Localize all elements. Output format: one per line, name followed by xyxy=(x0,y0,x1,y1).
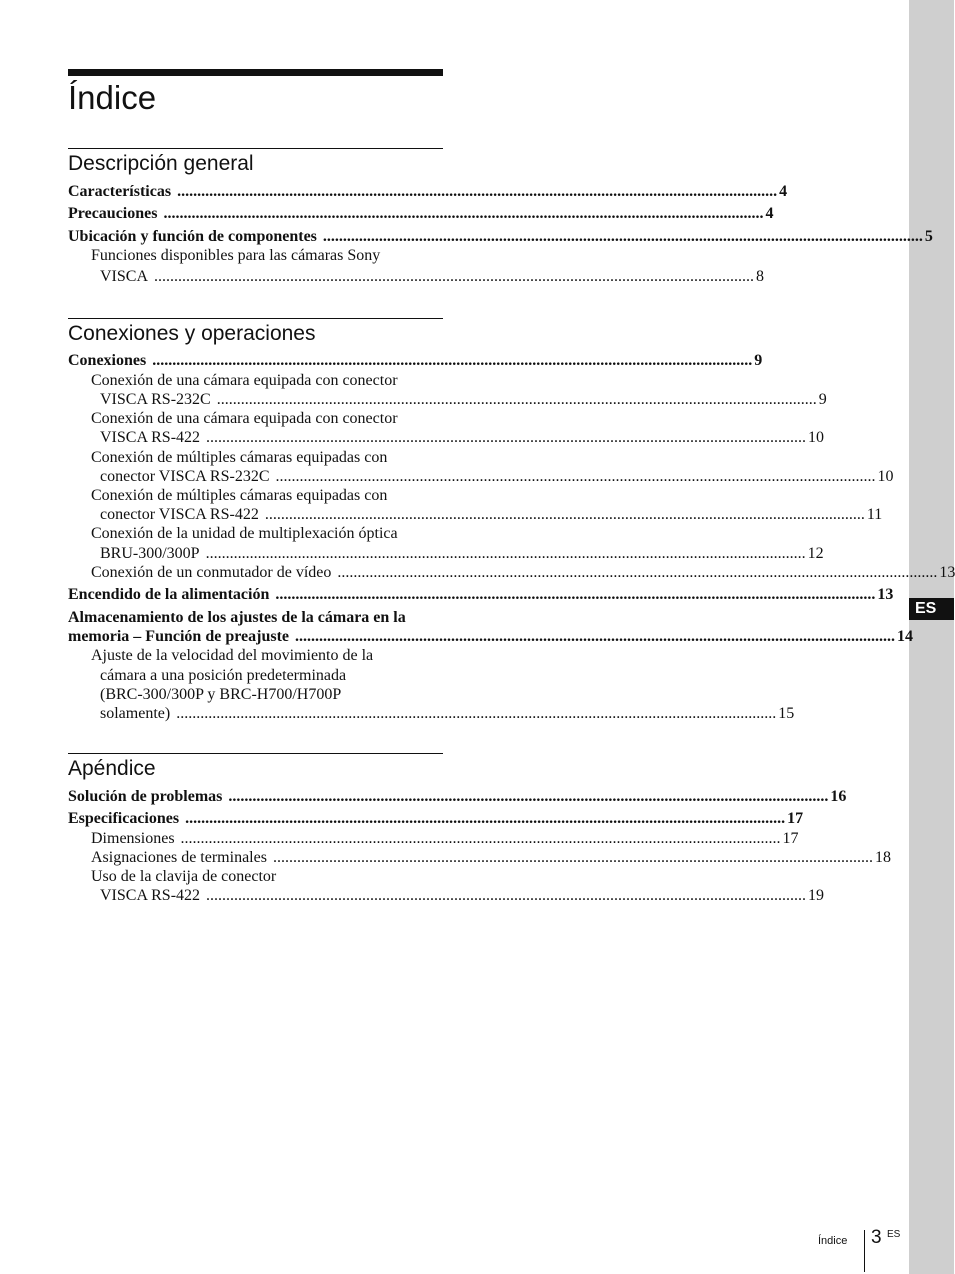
toc-page-number: 10 xyxy=(877,468,894,485)
toc-entry-text: Precauciones xyxy=(68,205,158,222)
toc-entry-text: conector VISCA RS-232C xyxy=(100,468,270,485)
toc-entry-text: (BRC-300/300P y BRC-H700/H700P xyxy=(100,686,342,703)
toc-entry-text: VISCA xyxy=(100,268,149,285)
dot-leader: ...................................................................................................................................................... xyxy=(264,506,865,523)
toc-page-number: 17 xyxy=(787,810,804,827)
section-heading-apendice: Apéndice xyxy=(68,757,156,780)
toc-page-number: 9 xyxy=(754,352,763,369)
toc-entry-text: Dimensiones xyxy=(91,830,175,847)
dot-leader: ...................................................................................................................................................... xyxy=(177,183,778,200)
dot-leader: ...................................................................................................................................................... xyxy=(185,810,786,827)
toc-page-number: 11 xyxy=(866,506,883,523)
toc-entry-text: cámara a una posición predeterminada xyxy=(100,667,347,684)
toc-entry-text: conector VISCA RS-422 xyxy=(100,506,259,523)
toc-page-number: 8 xyxy=(756,268,765,285)
toc-page-number: 13 xyxy=(877,586,894,603)
dot-leader: ...................................................................................................................................................... xyxy=(216,391,817,408)
toc-page-number: 15 xyxy=(778,705,795,722)
toc-entry-text: Ubicación y función de componentes xyxy=(68,228,317,245)
dot-leader: ...................................................................................................................................................... xyxy=(154,268,755,285)
toc-entry-text: Características xyxy=(68,183,172,200)
toc-page-number: 12 xyxy=(807,545,824,562)
side-thumb-strip xyxy=(909,0,954,1274)
toc-entry-conmutador-video[interactable] xyxy=(91,563,955,582)
dot-leader: ...................................................................................................................................................... xyxy=(275,586,876,603)
section-heading-conexiones: Conexiones y operaciones xyxy=(68,322,316,345)
footer-divider xyxy=(864,1230,865,1272)
page-title: Índice xyxy=(68,79,157,116)
toc-entry-ajuste-velocidad[interactable] xyxy=(100,704,795,723)
toc-page-number: 17 xyxy=(782,830,799,847)
toc-page-number: 9 xyxy=(818,391,827,408)
dot-leader: ...................................................................................................................................................... xyxy=(206,887,807,904)
section-heading-descripcion-general: Descripción general xyxy=(68,152,254,175)
toc-entry-funciones-visca[interactable] xyxy=(100,267,765,286)
toc-entry-text: Uso de la clavija de conector xyxy=(91,868,277,885)
footer-section-label: Índice xyxy=(818,1235,848,1247)
toc-entry-almacenamiento[interactable] xyxy=(68,627,914,646)
dot-leader: ...................................................................................................................................................... xyxy=(228,788,829,805)
toc-entry-ubicacion[interactable] xyxy=(68,227,933,246)
toc-entry-text: Conexión de múltiples cámaras equipadas con xyxy=(91,487,388,504)
toc-page-number: 14 xyxy=(897,628,914,645)
toc-entry-multiples-rs232c[interactable] xyxy=(100,467,894,486)
toc-entry-text: BRU-300/300P xyxy=(100,545,200,562)
toc-entry-multiples-rs422[interactable] xyxy=(100,505,883,524)
dot-leader: ...................................................................................................................................................... xyxy=(180,830,781,847)
toc-page-number: 16 xyxy=(830,788,847,805)
section-rule xyxy=(68,148,443,149)
toc-entry-text: Funciones disponibles para las cámaras Sony xyxy=(91,247,381,264)
dot-leader: ...................................................................................................................................................... xyxy=(275,468,876,485)
toc-entry-text: Conexión de la unidad de multiplexación óptica xyxy=(91,525,398,542)
toc-entry-especificaciones[interactable] xyxy=(68,809,804,828)
toc-entry-text: Almacenamiento de los ajustes de la cámara en la xyxy=(68,609,406,626)
toc-page-number: 19 xyxy=(808,887,825,904)
toc-entry-caracteristicas[interactable] xyxy=(68,182,788,201)
toc-entry-text: Solución de problemas xyxy=(68,788,223,805)
toc-entry-text: Conexión de una cámara equipada con conector xyxy=(91,372,398,389)
toc-entry-text: Conexión de múltiples cámaras equipadas con xyxy=(91,449,388,466)
toc-entry-text: memoria – Función de preajuste xyxy=(68,628,290,645)
toc-entry-dimensiones[interactable] xyxy=(91,829,799,848)
dot-leader: ...................................................................................................................................................... xyxy=(163,205,764,222)
section-rule xyxy=(68,753,443,754)
toc-page-number: 4 xyxy=(765,205,774,222)
toc-page-number: 13 xyxy=(939,564,955,581)
toc-entry-text: Encendido de la alimentación xyxy=(68,586,270,603)
toc-entry-conexiones[interactable] xyxy=(68,351,763,370)
toc-entry-text: Conexión de un conmutador de vídeo xyxy=(91,564,332,581)
toc-entry-text: Ajuste de la velocidad del movimiento de la xyxy=(91,647,374,664)
toc-entry-uso-clavija[interactable] xyxy=(100,886,825,905)
dot-leader: ...................................................................................................................................................... xyxy=(176,705,777,722)
toc-entry-text: Conexión de una cámara equipada con conector xyxy=(91,410,398,427)
toc-page-number: 5 xyxy=(924,228,933,245)
toc-entry-camara-rs422[interactable] xyxy=(100,428,825,447)
dot-leader: ...................................................................................................................................................... xyxy=(295,628,896,645)
toc-entry-text: Especificaciones xyxy=(68,810,180,827)
toc-entry-asignaciones[interactable] xyxy=(91,848,891,867)
dot-leader: ...................................................................................................................................................... xyxy=(337,564,938,581)
dot-leader: ...................................................................................................................................................... xyxy=(272,849,873,866)
toc-page-number: 4 xyxy=(779,183,788,200)
toc-entry-text: VISCA RS-232C xyxy=(100,391,211,408)
toc-entry-camara-rs232c[interactable] xyxy=(100,390,827,409)
toc-entry-precauciones[interactable] xyxy=(68,204,774,223)
page-number: 3 xyxy=(871,1227,882,1248)
dot-leader: ...................................................................................................................................................... xyxy=(205,545,806,562)
toc-page-number: 10 xyxy=(808,429,825,446)
toc-entry-bru300[interactable] xyxy=(100,544,824,563)
toc-entry-text: Conexiones xyxy=(68,352,147,369)
title-rule xyxy=(68,69,443,76)
toc-entry-text: solamente) xyxy=(100,705,171,722)
toc-entry-text: VISCA RS-422 xyxy=(100,429,201,446)
toc-entry-text: VISCA RS-422 xyxy=(100,887,201,904)
toc-page-number: 18 xyxy=(874,849,891,866)
toc-entry-text: Asignaciones de terminales xyxy=(91,849,267,866)
section-rule xyxy=(68,318,443,319)
toc-entry-encendido[interactable] xyxy=(68,585,894,604)
page-number-suffix: ES xyxy=(887,1229,901,1240)
dot-leader: ...................................................................................................................................................... xyxy=(206,429,807,446)
dot-leader: ...................................................................................................................................................... xyxy=(322,228,923,245)
toc-entry-solucion-problemas[interactable] xyxy=(68,787,847,806)
dot-leader: ...................................................................................................................................................... xyxy=(152,352,753,369)
language-tab: ES xyxy=(909,598,954,620)
